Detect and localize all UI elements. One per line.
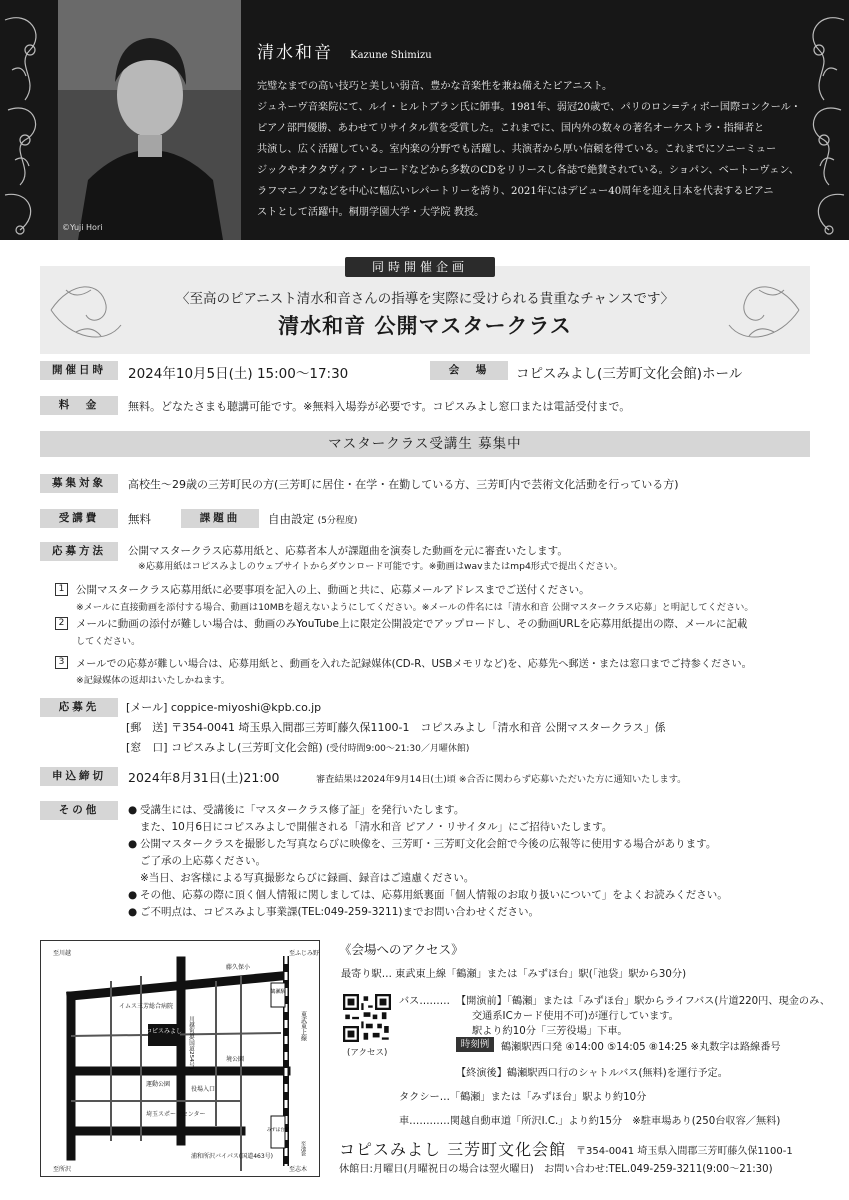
ornament-left-icon	[0, 0, 60, 240]
qr-code-icon[interactable]	[343, 994, 391, 1042]
map-label: イムス三芳総合病院	[119, 1003, 174, 1010]
map-route-254: 川越街道(国道254号)	[188, 1016, 194, 1070]
fee-value: 無料。どなたさまも聴講可能です。※無料入場券が必要です。コピスみよし窓口または電話受付まで。	[128, 400, 631, 413]
pianist-name	[257, 38, 432, 63]
step-text: 公開マスタークラス応募用紙に必要事項を記入の上、動画と共に、応募メールアドレスまでご送付ください。	[76, 584, 590, 596]
name-japanese: 清水和音	[257, 43, 333, 63]
bullet-icon: ●	[128, 804, 138, 816]
profile-header	[0, 0, 849, 240]
step-note: してください。	[76, 636, 141, 647]
map-label: 運動公園	[146, 1081, 171, 1088]
step-number: 2	[55, 617, 68, 630]
taxi-access: タクシー…「鶴瀬」または「みずほ台」駅より約10分	[399, 1092, 647, 1103]
bus-line: 交通系ICカード使用不可)が運行しています。	[472, 1011, 679, 1022]
bullet-icon: ●	[128, 906, 138, 918]
map-label: 至ふじみ野	[289, 950, 320, 957]
map-label: 至志木	[289, 1166, 308, 1173]
map-label: 藤久保小	[226, 964, 251, 971]
other-line	[128, 819, 612, 834]
piece-value-wrap	[268, 511, 357, 527]
step-1	[55, 582, 754, 613]
venue-address: 〒354-0041 埼玉県入間郡三芳町藤久保1100-1	[576, 1146, 793, 1157]
step-note: ※メールに直接動画を添付する場合、動画は10MBを超えないようにしてください。※メールの件名には「清水和音 公開マスタークラス応募」と明記してください。	[76, 602, 754, 613]
tuition-value: 無料	[128, 512, 151, 526]
concurrent-event-badge: 同時開催企画	[345, 257, 495, 277]
target-label: 募集対象	[40, 474, 118, 493]
step-2	[55, 616, 748, 647]
bus-label: バス………	[399, 996, 450, 1007]
photo-credit: ©Yuji Hori	[62, 223, 103, 232]
venue-value: コピスみよし(三芳町文化会館)ホール	[516, 366, 743, 382]
other-text: ご了承の上応募ください。	[140, 855, 266, 867]
destination-window-note: (受付時間9:00～21:30／月曜休館)	[326, 744, 470, 754]
method-note: ※応募用紙はコピスみよしのウェブサイトからダウンロード可能です。※動画はwavまたはmp4形式で提出ください。	[138, 561, 623, 572]
map-station-mizuhodai: みずほ台駅	[266, 1128, 290, 1133]
car-access: 車…………関越自動車道「所沢I.C.」より約15分 ※駐車場あり(250台収容／無料)	[399, 1116, 781, 1127]
bio-line: ジックやオクタヴィア・レコードなどから多数のCDをリリースし各誌で絶賛されている。ショパン、ベートーヴェン、	[257, 165, 799, 176]
map-label: 境公園	[226, 1056, 245, 1063]
method-label: 応募方法	[40, 542, 118, 561]
access-heading: 《会場へのアクセス》	[339, 942, 464, 957]
destination-window-wrap	[126, 739, 469, 755]
other-line	[128, 802, 464, 817]
event-title: 清水和音 公開マスタークラス	[278, 313, 572, 338]
recruit-heading: マスタークラス受講生 募集中	[40, 431, 810, 457]
event-subtitle: 〈至高のピアニスト清水和音さんの指導を実際に受けられる貴重なチャンスです〉	[175, 291, 674, 307]
step-text: メールでの応募が難しい場合は、応募用紙と、動画を入れた記録媒体(CD-R、USBメモリなど)を、応募先へ郵送・または窓口までご持参ください。	[76, 659, 752, 670]
pianist-photo	[58, 0, 241, 240]
other-line	[128, 904, 539, 919]
step-number: 1	[55, 583, 68, 596]
map-label: 至所沢	[53, 1166, 72, 1173]
map-label: 浦和所沢バイパス(国道463号)	[191, 1153, 274, 1160]
tuition-label: 受講費	[40, 509, 118, 528]
bio-line: 共演し、広く活躍している。室内楽の分野でも活躍し、共演者から厚い信頼を得ている。これまでにソニーミュー	[257, 144, 777, 155]
bio-line: ストとして活躍中。桐朋学園大学・大学院 教授。	[257, 207, 485, 218]
timetable: 鶴瀬駅西口発 ④14:00 ⑤14:05 ⑧14:25 ※丸数字は路線番号	[501, 1042, 781, 1053]
other-line	[128, 887, 728, 902]
after-show-shuttle: 【終演後】鶴瀬駅西口行のシャトルバス(無料)を運行予定。	[456, 1068, 728, 1079]
bio-line: ジュネーヴ音楽院にて、ルイ・ヒルトブラン氏に師事。1981年、弱冠20歳で、パリのロン=ティボー国際コンクール・	[257, 102, 801, 113]
map-label: 至池袋	[300, 1141, 306, 1156]
step-number: 3	[55, 656, 68, 669]
timetable-tag: 時刻例	[456, 1037, 494, 1052]
map-label: 役場入口	[191, 1086, 216, 1093]
method-value: 公開マスタークラス応募用紙と、応募者本人が課題曲を演奏した動画を元に審査いたします。	[128, 545, 568, 557]
other-line	[128, 870, 474, 885]
access-map	[40, 940, 320, 1177]
qr-caption: (アクセス)	[347, 1048, 388, 1058]
bio-line: ラフマニノフなどを中心に幅広いレパートリーを誇り、2021年にはデビュー40周年を迎え日本を代表するピアニ	[257, 186, 774, 197]
venue-label: 会 場	[430, 361, 508, 380]
step-note: ※記録媒体の返却はいたしかねます。	[76, 675, 230, 686]
piece-label: 課題曲	[181, 509, 259, 528]
piece-note: (5分程度)	[317, 516, 358, 526]
bus-line: 【開演前】「鶴瀬」または「みずほ台」駅からライフバス(片道220円、現金のみ、	[456, 996, 831, 1007]
step-text: メールに動画の添付が難しい場合は、動画のみYouTube上に限定公開設定でアップロードし、その動画URLを応募用紙提出の際、メールに記載	[76, 618, 748, 630]
deadline-value: 2024年8月31日(土)21:00	[128, 770, 280, 785]
step-3	[55, 655, 752, 686]
map-venue: コピスみよし	[145, 1028, 183, 1035]
bullet-icon: ●	[128, 838, 138, 850]
destination-post: [郵 送] 〒354-0041 埼玉県入間郡三芳町藤久保1100-1 コピスみよし「清水和音 公開マスタークラス」係	[126, 721, 666, 734]
destination-label: 応募先	[40, 698, 118, 717]
piece-value: 自由設定	[268, 512, 314, 526]
destination-mail: [メール] coppice-miyoshi@kpb.co.jp	[126, 701, 322, 714]
name-english: Kazune Shimizu	[350, 50, 432, 61]
venue-contact: 休館日:月曜日(月曜祝日の場合は翌火曜日) お問い合わせ:TEL.049-259-3211(9:00～21:30)	[339, 1164, 773, 1175]
map-tobu-line: 東武東上線	[299, 1011, 307, 1041]
other-text: ご不明点は、コピスみよし事業課(TEL:049-259-3211)までお問い合わせください。	[140, 906, 540, 918]
other-line	[128, 853, 266, 868]
venue-name: コピスみよし 三芳町文化会館	[339, 1140, 567, 1159]
other-label: その他	[40, 801, 118, 820]
other-text: ※当日、お客様による写真撮影ならびに録画、録音はご遠慮ください。	[140, 872, 475, 884]
other-text: その他、応募の際に頂く個人情報に関しましては、応募用紙裏面「個人情報のお取り扱いについて」をよくお読みください。	[140, 889, 728, 901]
other-line	[128, 836, 716, 851]
other-text: また、10月6日にコピスみよしで開催される「清水和音 ピアノ・リサイタル」にご招待いたします。	[140, 821, 613, 833]
map-label: 埼玉スポーツセンター	[146, 1111, 206, 1118]
deadline-label: 申込締切	[40, 767, 118, 786]
bus-line: 駅より約10分「三芳役場」下車。	[472, 1026, 628, 1037]
target-value: 高校生～29歳の三芳町民の方(三芳町に居住・在学・在勤している方、三芳町内で芸術文化活動を行っている方)	[128, 478, 679, 491]
fee-label: 料 金	[40, 396, 118, 415]
date-label: 開催日時	[40, 361, 118, 380]
bio-line: 完璧なまでの高い技巧と美しい弱音、豊かな音楽性を兼ね備えたピアニスト。	[257, 81, 613, 92]
bio-line: ピアノ部門優勝、あわせてリサイタル賞を受賞した。これまでに、国内外の数々の著名オーケストラ・指揮者と	[257, 123, 765, 134]
other-text: 受講生には、受講後に「マスタークラス修了証」を発行いたします。	[140, 804, 465, 816]
biography	[257, 76, 802, 223]
ornament-right-icon	[789, 0, 849, 240]
map-label: 至川越	[53, 950, 72, 957]
deadline-note: 審査結果は2024年9月14日(土)頃 ※合否に関わらず応募いただいた方に通知いたします。	[316, 774, 687, 785]
map-station-tsuruse: 鶴瀬駅	[270, 989, 286, 995]
access-nearest: 最寄り駅… 東武東上線「鶴瀬」または「みずほ台」駅(「池袋」駅から30分)	[341, 969, 687, 980]
destination-window: [窓 口] コピスみよし(三芳町文化会館)	[126, 741, 323, 754]
other-text: 公開マスタークラスを撮影した写真ならびに映像を、三芳町・三芳町文化会館で今後の広報等に使用する場合があります。	[140, 838, 717, 850]
map-label: 藤久保	[191, 982, 210, 989]
bullet-icon: ●	[128, 889, 138, 901]
date-value: 2024年10月5日(土) 15:00～17:30	[128, 366, 349, 382]
